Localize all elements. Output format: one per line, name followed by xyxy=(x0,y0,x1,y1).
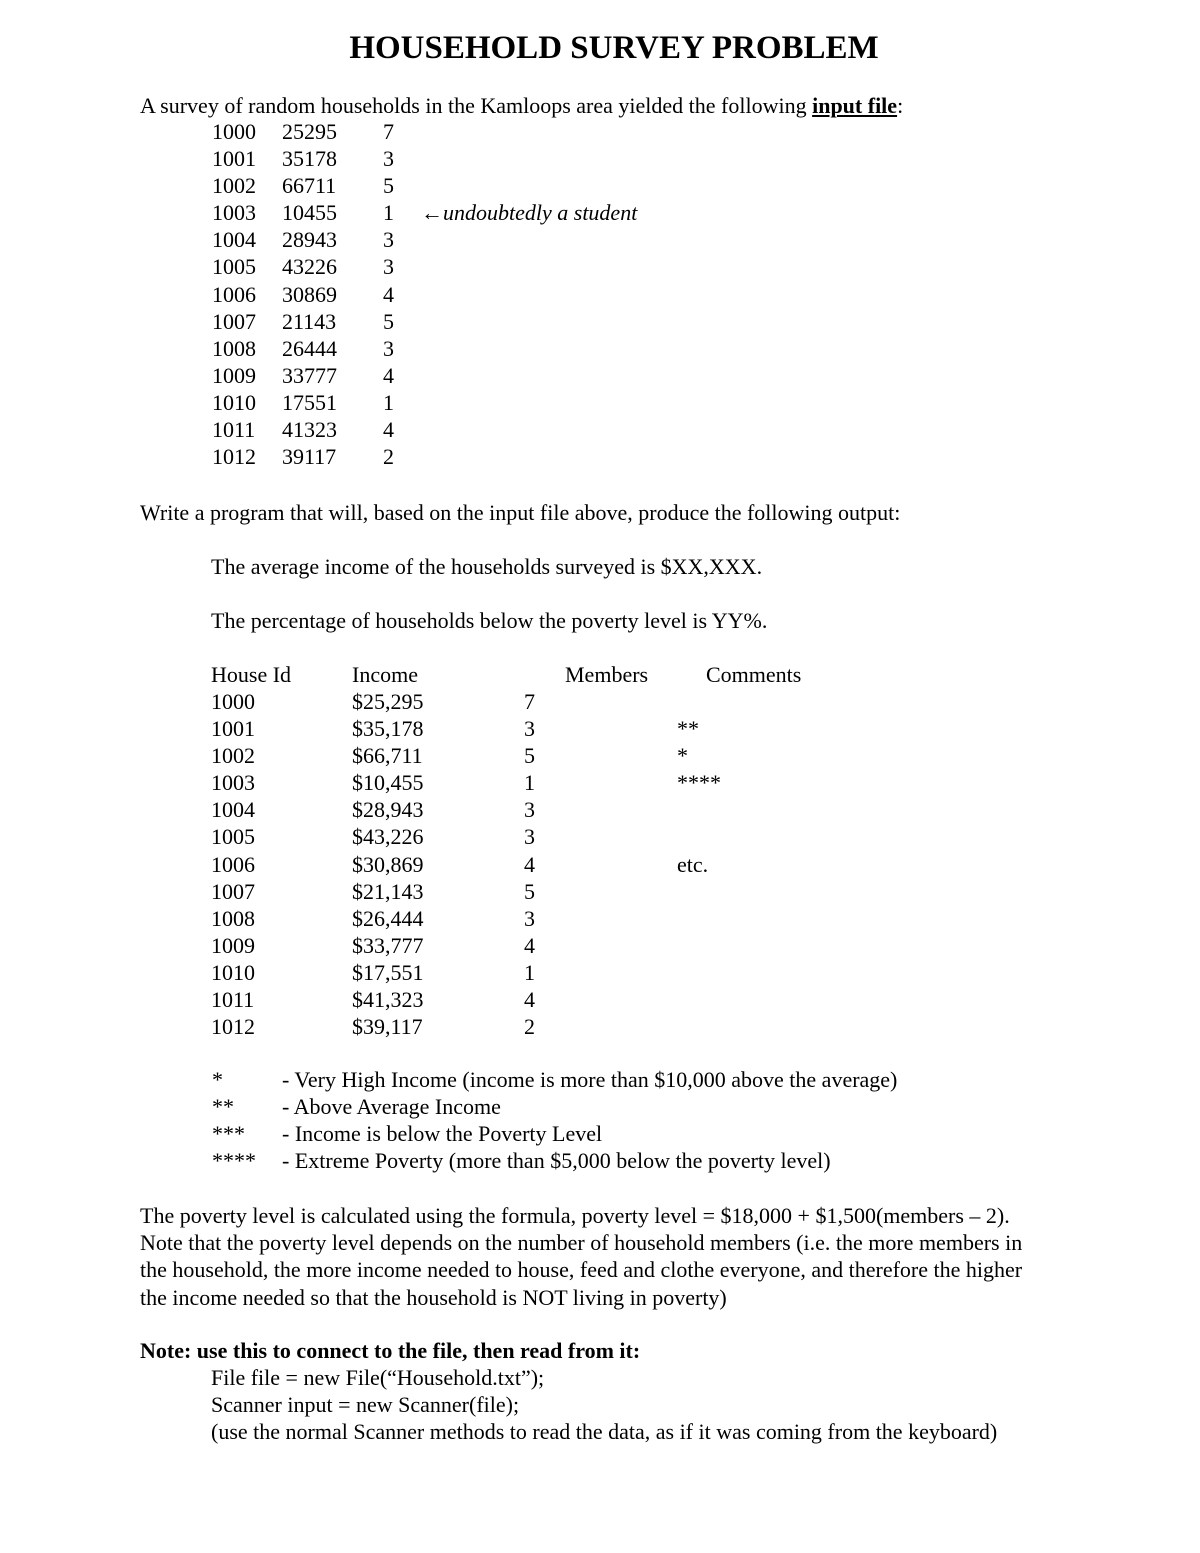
output-income: $41,323 xyxy=(352,987,424,1013)
output-income: $30,869 xyxy=(352,851,424,877)
legend-symbol: * xyxy=(212,1067,223,1092)
output-income: $26,444 xyxy=(352,905,424,931)
output-row xyxy=(0,796,1200,823)
input-file-term: input file xyxy=(812,93,898,118)
output-comment: ** xyxy=(677,716,699,742)
input-income: 26444 xyxy=(282,335,337,361)
input-house-id: 1001 xyxy=(212,146,256,172)
input-income: 43226 xyxy=(282,254,337,280)
input-income: 25295 xyxy=(282,119,337,144)
legend-symbol: **** xyxy=(212,1148,256,1174)
input-row xyxy=(0,362,1200,389)
output-income: $10,455 xyxy=(352,770,424,796)
code-line-file: File file = new File(“Household.txt”); xyxy=(211,1365,545,1390)
output-members: 4 xyxy=(524,932,535,958)
output-row xyxy=(0,823,1200,850)
legend-description: - Very High Income (income is more than $10,000 above the average) xyxy=(282,1067,898,1092)
output-comment: * xyxy=(677,743,688,769)
input-row xyxy=(0,199,1200,226)
input-row xyxy=(0,253,1200,280)
output-row xyxy=(0,878,1200,905)
input-income: 39117 xyxy=(282,444,337,470)
input-members: 4 xyxy=(383,281,394,307)
output-members: 1 xyxy=(524,959,535,985)
input-row xyxy=(0,443,1200,470)
input-house-id: 1005 xyxy=(212,254,256,280)
output-row xyxy=(0,851,1200,878)
average-income-line: The average income of the households surveyed is $XX,XXX. xyxy=(211,554,763,579)
input-house-id: 1012 xyxy=(212,444,256,470)
input-members: 2 xyxy=(383,444,394,470)
poverty-paragraph xyxy=(140,1202,1100,1311)
output-house-id: 1002 xyxy=(211,743,255,769)
input-income: 10455 xyxy=(282,200,337,226)
input-house-id: 1008 xyxy=(212,335,256,361)
output-row xyxy=(0,688,1200,715)
input-income: 21143 xyxy=(282,308,337,334)
output-house-id: 1012 xyxy=(211,1014,255,1040)
input-members: 4 xyxy=(383,417,394,443)
legend-symbol: *** xyxy=(212,1121,245,1147)
input-annotation: ←undoubtedly a student xyxy=(421,200,638,226)
output-members: 2 xyxy=(524,1014,535,1040)
output-header-id: House Id xyxy=(211,662,292,687)
legend-row xyxy=(0,1066,1200,1093)
output-members: 5 xyxy=(524,743,535,769)
output-house-id: 1008 xyxy=(211,905,255,931)
intro-text: A survey of random households in the Kamloops area yielded the following xyxy=(140,93,813,118)
input-income: 66711 xyxy=(282,173,337,199)
output-header-comments: Comments xyxy=(706,662,802,687)
legend-symbol: ** xyxy=(212,1094,234,1120)
task-paragraph: Write a program that will, based on the input file above, produce the following output: xyxy=(140,500,901,525)
input-file-table xyxy=(0,118,1200,470)
output-income: $28,943 xyxy=(352,797,424,823)
input-income: 17551 xyxy=(282,389,337,415)
output-income: $25,295 xyxy=(352,689,424,714)
output-row xyxy=(0,932,1200,959)
input-house-id: 1009 xyxy=(212,362,256,388)
input-income: 28943 xyxy=(282,227,337,253)
output-house-id: 1005 xyxy=(211,824,255,850)
output-house-id: 1000 xyxy=(211,689,255,714)
output-row xyxy=(0,715,1200,742)
output-house-id: 1001 xyxy=(211,716,255,742)
output-income: $43,226 xyxy=(352,824,424,850)
output-members: 5 xyxy=(524,878,535,904)
input-house-id: 1006 xyxy=(212,281,256,307)
output-income: $39,117 xyxy=(352,1014,423,1040)
input-house-id: 1003 xyxy=(212,200,256,226)
output-row xyxy=(0,986,1200,1013)
legend-row xyxy=(0,1147,1200,1174)
legend-row xyxy=(0,1093,1200,1120)
poverty-line: The poverty level is calculated using the formula, poverty level = $18,000 + $1,500(members – 2). xyxy=(140,1203,1010,1228)
input-members: 3 xyxy=(383,335,394,361)
input-row xyxy=(0,416,1200,443)
output-members: 3 xyxy=(524,824,535,850)
poverty-percentage-line: The percentage of households below the poverty level is YY%. xyxy=(211,608,768,633)
output-header-income: Income xyxy=(352,662,418,687)
intro-paragraph xyxy=(140,92,903,119)
output-members: 7 xyxy=(524,689,535,714)
output-members: 3 xyxy=(524,797,535,823)
intro-colon: : xyxy=(897,93,904,118)
input-income: 35178 xyxy=(282,146,337,172)
input-members: 3 xyxy=(383,254,394,280)
input-house-id: 1004 xyxy=(212,227,256,253)
output-house-id: 1010 xyxy=(211,959,255,985)
output-table xyxy=(0,688,1200,1040)
input-income: 41323 xyxy=(282,417,337,443)
input-members: 5 xyxy=(383,308,394,334)
output-comment: etc. xyxy=(677,851,709,877)
input-row xyxy=(0,226,1200,253)
input-income: 33777 xyxy=(282,362,337,388)
input-row xyxy=(0,172,1200,199)
input-members: 3 xyxy=(383,146,394,172)
input-house-id: 1002 xyxy=(212,173,256,199)
output-house-id: 1007 xyxy=(211,878,255,904)
input-house-id: 1010 xyxy=(212,389,256,415)
output-income: $33,777 xyxy=(352,932,424,958)
input-row xyxy=(0,118,1200,145)
code-line-scanner: Scanner input = new Scanner(file); xyxy=(211,1392,520,1417)
input-row xyxy=(0,389,1200,416)
output-row xyxy=(0,905,1200,932)
output-row xyxy=(0,742,1200,769)
poverty-line: the income needed so that the household is NOT living in poverty) xyxy=(140,1284,727,1310)
input-members: 5 xyxy=(383,173,394,199)
legend-description: - Extreme Poverty (more than $5,000 below the poverty level) xyxy=(282,1148,831,1174)
legend-description: - Above Average Income xyxy=(282,1094,501,1120)
output-house-id: 1009 xyxy=(211,932,255,958)
output-row xyxy=(0,1013,1200,1040)
output-income: $17,551 xyxy=(352,959,424,985)
output-house-id: 1006 xyxy=(211,851,255,877)
poverty-line: Note that the poverty level depends on the number of household members (i.e. the more members in xyxy=(140,1230,1023,1256)
input-members: 1 xyxy=(383,200,394,226)
output-members: 3 xyxy=(524,716,535,742)
output-income: $35,178 xyxy=(352,716,424,742)
output-row xyxy=(0,769,1200,796)
note-heading: Note: use this to connect to the file, then read from it: xyxy=(140,1338,641,1363)
input-house-id: 1007 xyxy=(212,308,256,334)
output-income: $21,143 xyxy=(352,878,424,904)
input-members: 3 xyxy=(383,227,394,253)
output-comment: **** xyxy=(677,770,721,796)
input-row xyxy=(0,145,1200,172)
input-members: 4 xyxy=(383,362,394,388)
input-row xyxy=(0,335,1200,362)
poverty-line: the household, the more income needed to house, feed and clothe everyone, and therefore the higher xyxy=(140,1257,1023,1283)
input-house-id: 1011 xyxy=(212,417,256,443)
input-row xyxy=(0,281,1200,308)
usage-note: (use the normal Scanner methods to read the data, as if it was coming from the keyboard) xyxy=(211,1419,998,1444)
input-income: 30869 xyxy=(282,281,337,307)
page-title: HOUSEHOLD SURVEY PROBLEM xyxy=(349,30,879,66)
legend-row xyxy=(0,1120,1200,1147)
output-members: 4 xyxy=(524,987,535,1013)
output-income: $66,711 xyxy=(352,743,423,769)
output-house-id: 1003 xyxy=(211,770,255,796)
input-members: 7 xyxy=(383,119,394,144)
output-members: 4 xyxy=(524,851,535,877)
input-row xyxy=(0,308,1200,335)
input-house-id: 1000 xyxy=(212,119,256,144)
output-house-id: 1004 xyxy=(211,797,255,823)
output-row xyxy=(0,959,1200,986)
output-members: 1 xyxy=(524,770,535,796)
legend-description: - Income is below the Poverty Level xyxy=(282,1121,603,1147)
output-members: 3 xyxy=(524,905,535,931)
output-house-id: 1011 xyxy=(211,987,255,1013)
input-members: 1 xyxy=(383,389,394,415)
output-header-members: Members xyxy=(565,662,649,687)
comment-legend xyxy=(0,1066,1200,1174)
